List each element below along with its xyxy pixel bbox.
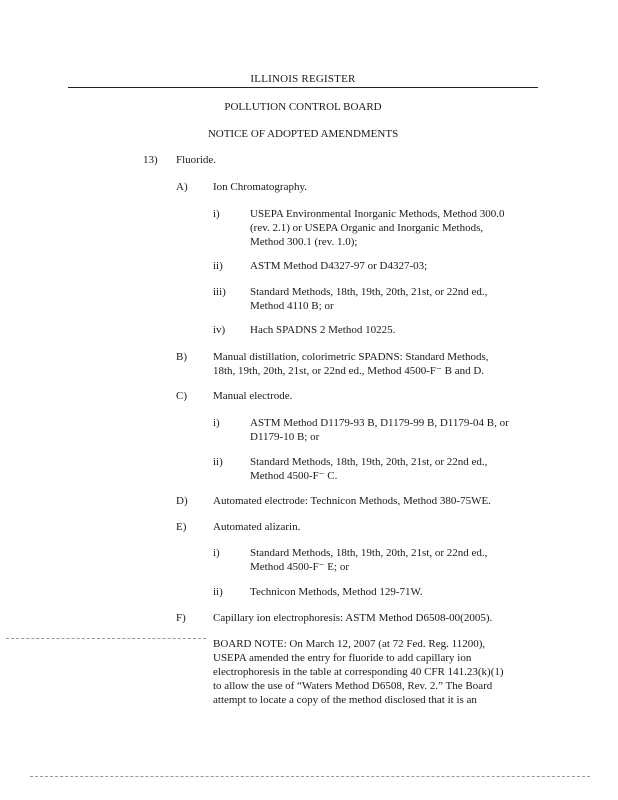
- item-c-label: C): [176, 390, 187, 402]
- item-e-ii-label: ii): [213, 586, 223, 598]
- register-title: ILLINOIS REGISTER: [250, 73, 356, 85]
- notice-title: NOTICE OF ADOPTED AMENDMENTS: [207, 128, 399, 140]
- item-a-title: Ion Chromatography.: [213, 181, 307, 193]
- item-a-iv-text: Hach SPADNS 2 Method 10225.: [250, 324, 396, 336]
- item-c-ii-label: ii): [213, 456, 223, 468]
- item-e-ii-text: Technicon Methods, Method 129-71W.: [250, 586, 423, 598]
- scan-artifact-line: [30, 776, 590, 777]
- item-e-label: E): [176, 521, 187, 533]
- item-c-ii-text: Standard Methods, 18th, 19th, 20th, 21st, or 22nd ed., Method 4500-F⁻ C.: [250, 456, 488, 482]
- item-a-iii-text: Standard Methods, 18th, 19th, 20th, 21st, or 22nd ed., Method 4110 B; or: [250, 286, 488, 312]
- item-f-label: F): [176, 612, 186, 624]
- item-e-i-label: i): [213, 547, 220, 559]
- header-rule: [68, 87, 538, 88]
- item-a-i-label: i): [213, 208, 220, 220]
- section-title: Fluoride.: [176, 154, 217, 166]
- item-a-iv-label: iv): [213, 324, 226, 336]
- scan-artifact-line: [6, 638, 206, 639]
- item-e-title: Automated alizarin.: [213, 521, 301, 533]
- item-a-iii-label: iii): [213, 286, 226, 298]
- item-b-label: B): [176, 351, 187, 363]
- item-a-ii-label: ii): [213, 260, 223, 272]
- item-a-label: A): [176, 181, 188, 193]
- item-b-text: Manual distillation, colorimetric SPADNS: Standard Methods, 18th, 19th, 20th, 21st, or 22nd ed., Method 4500-F⁻ B and D.: [213, 351, 489, 377]
- item-d-text: Automated electrode: Technicon Methods, Method 380-75WE.: [213, 495, 491, 507]
- item-f-text: Capillary ion electrophoresis: ASTM Method D6508-00(2005).: [213, 612, 493, 624]
- item-d-label: D): [176, 495, 188, 507]
- item-c-i-label: i): [213, 417, 220, 429]
- board-title: POLLUTION CONTROL BOARD: [224, 101, 382, 113]
- section-number: 13): [143, 154, 158, 166]
- board-note: BOARD NOTE: On March 12, 2007 (at 72 Fed. Reg. 11200), USEPA amended the entry for fluoride to add capillary ion electrophoresis in the table at corresponding 40 CFR 141.23(k)(1) to allow the use of “Waters Method D6508, Rev. 2.” The Board attempt to locate a copy of the method disclosed that it is an: [213, 638, 504, 706]
- item-e-i-text: Standard Methods, 18th, 19th, 20th, 21st, or 22nd ed., Method 4500-F⁻ E; or: [250, 547, 488, 573]
- item-a-ii-text: ASTM Method D4327-97 or D4327-03;: [250, 260, 428, 272]
- item-c-i-text: ASTM Method D1179-93 B, D1179-99 B, D1179-04 B, or D1179-10 B; or: [250, 417, 509, 443]
- item-a-i-text: USEPA Environmental Inorganic Methods, Method 300.0 (rev. 2.1) or USEPA Organic and Inorganic Methods, Method 300.1 (rev. 1.0);: [250, 208, 505, 248]
- item-c-title: Manual electrode.: [213, 390, 293, 402]
